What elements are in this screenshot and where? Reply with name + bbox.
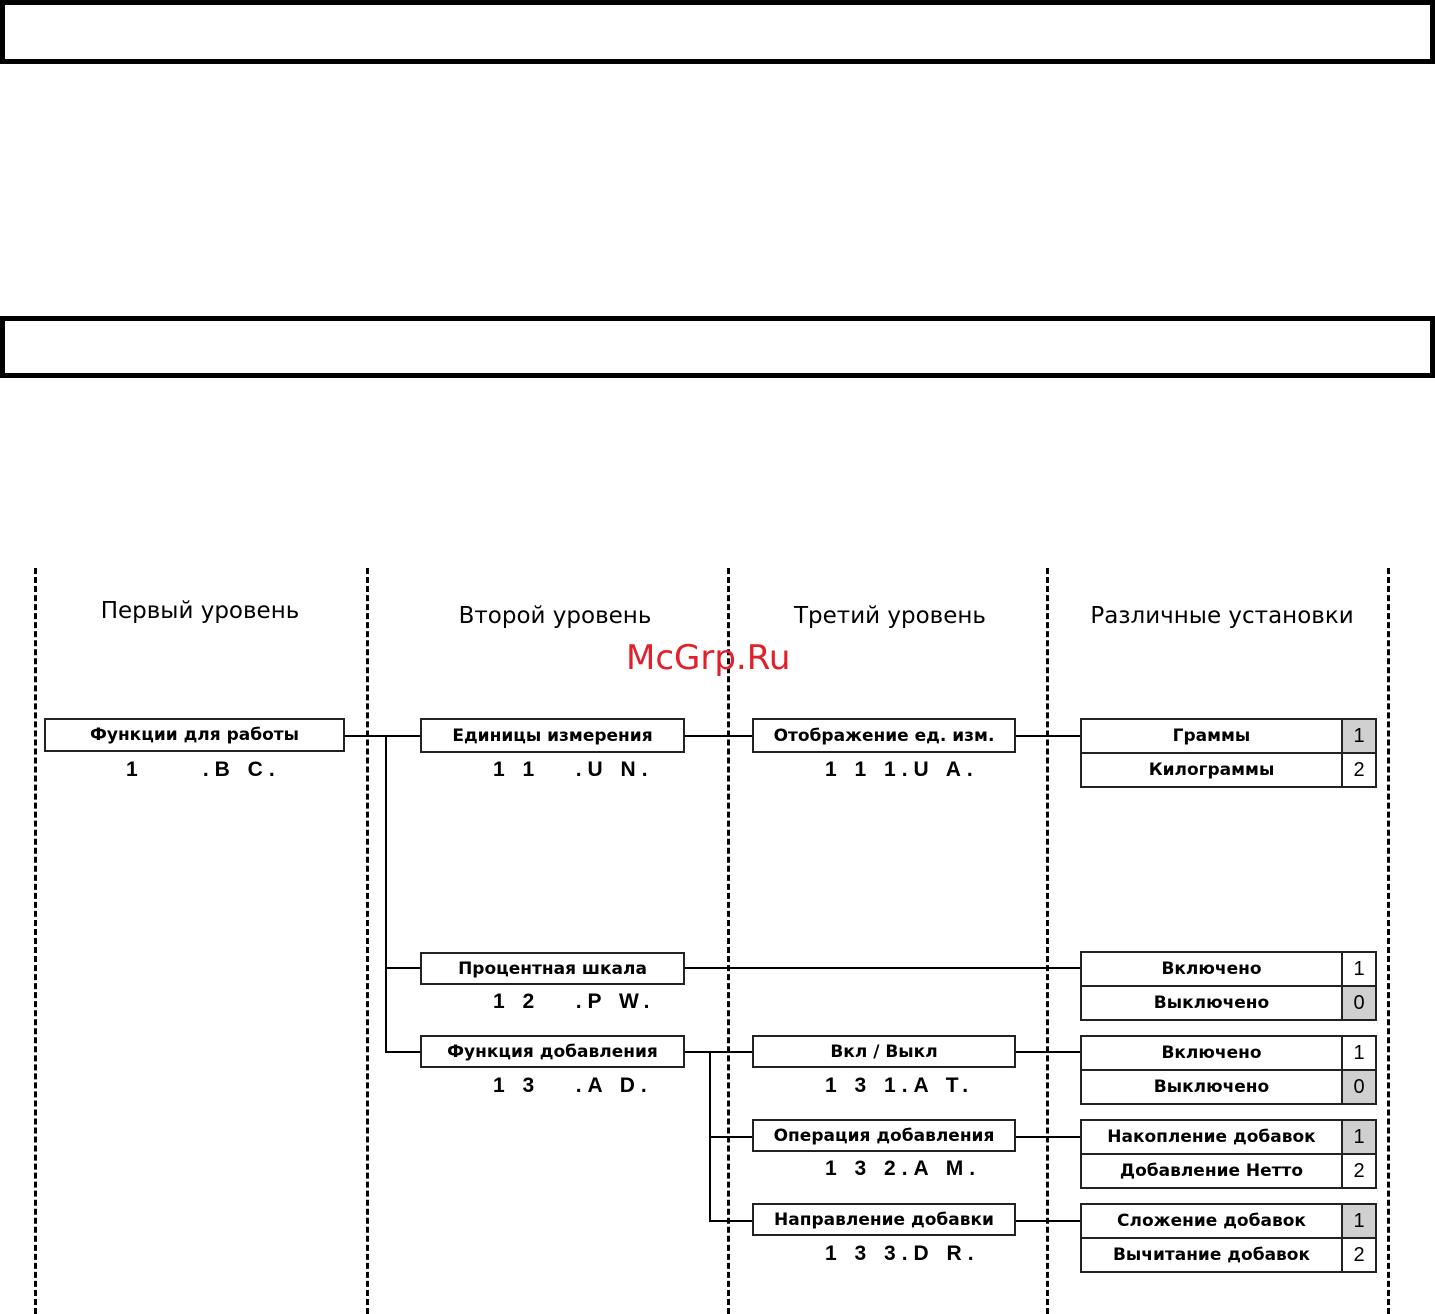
connector — [685, 1051, 752, 1053]
option-row — [1082, 1037, 1375, 1071]
column-separator-2 — [366, 568, 369, 1314]
connector — [685, 735, 752, 737]
header-second-level: Второй уровень — [458, 603, 652, 629]
option-number: 2 — [1341, 1239, 1375, 1271]
connector — [1016, 1220, 1080, 1222]
option-label: Включено — [1161, 1043, 1262, 1063]
option-row — [1082, 953, 1375, 987]
settings-group-percent — [1080, 951, 1377, 1021]
level2-code-percent: 1 2 .P W. — [493, 990, 656, 1013]
connector — [1016, 1136, 1080, 1138]
option-label: Включено — [1161, 959, 1262, 979]
level3-code-onoff: 1 3 1.A T. — [825, 1074, 975, 1097]
level3-code-add-operation: 1 3 2.A M. — [825, 1157, 982, 1180]
option-label: Выключено — [1153, 1077, 1270, 1097]
connector — [385, 967, 420, 969]
level1-box: Функции для работы — [44, 718, 345, 752]
option-row — [1082, 1155, 1375, 1187]
column-separator-4 — [1046, 568, 1049, 1314]
connector — [685, 967, 1080, 969]
connector — [385, 1051, 420, 1053]
level2-code-units: 1 1 .U N. — [493, 758, 654, 781]
header-first-level: Первый уровень — [100, 598, 300, 624]
connector — [385, 735, 387, 1053]
column-separator-1 — [34, 568, 37, 1314]
option-label: Накопление добавок — [1107, 1127, 1316, 1147]
settings-group-add-direction — [1080, 1203, 1377, 1273]
column-separator-3 — [727, 568, 730, 1314]
connector — [1016, 735, 1080, 737]
level3-box-unit-display: Отображение ед. изм. — [752, 718, 1016, 753]
option-number: 1 — [1341, 1205, 1375, 1237]
option-number: 1 — [1341, 1121, 1375, 1153]
option-row — [1082, 1121, 1375, 1155]
option-label: Вычитание добавок — [1112, 1245, 1311, 1265]
option-label: Граммы — [1172, 726, 1251, 746]
settings-group-onoff — [1080, 1035, 1377, 1105]
column-separator-5 — [1387, 568, 1390, 1314]
option-number: 0 — [1341, 987, 1375, 1019]
option-row — [1082, 754, 1375, 786]
level3-box-add-direction: Направление добавки — [752, 1203, 1016, 1236]
settings-group-units — [1080, 718, 1377, 788]
option-label: Добавление Нетто — [1119, 1161, 1304, 1181]
top-heading-frame — [0, 0, 1435, 64]
header-settings: Различные установки — [1090, 603, 1354, 629]
settings-group-add-operation — [1080, 1119, 1377, 1189]
header-third-level: Третий уровень — [794, 603, 986, 629]
option-number: 1 — [1341, 1037, 1375, 1069]
option-label: Выключено — [1153, 993, 1270, 1013]
level3-code-unit-display: 1 1 1.U A. — [825, 758, 979, 781]
level2-code-addition: 1 3 .A D. — [493, 1074, 653, 1097]
option-number: 2 — [1341, 754, 1375, 786]
option-row — [1082, 1205, 1375, 1239]
connector — [345, 735, 420, 737]
watermark: McGrp.Ru — [626, 638, 791, 678]
option-number: 1 — [1341, 720, 1375, 752]
level2-box-percent: Процентная шкала — [420, 952, 685, 985]
level2-box-units: Единицы измерения — [420, 718, 685, 753]
level1-code: 1 .B C. — [126, 758, 281, 781]
connector — [709, 1220, 752, 1222]
option-row — [1082, 720, 1375, 754]
option-row — [1082, 987, 1375, 1019]
option-label: Сложение добавок — [1117, 1211, 1306, 1231]
level3-box-add-operation: Операция добавления — [752, 1119, 1016, 1152]
option-number: 2 — [1341, 1155, 1375, 1187]
option-number: 1 — [1341, 953, 1375, 985]
option-row — [1082, 1239, 1375, 1271]
connector — [1016, 1051, 1080, 1053]
level2-box-addition: Функция добавления — [420, 1035, 685, 1068]
option-row — [1082, 1071, 1375, 1103]
connector — [709, 1136, 752, 1138]
level3-code-add-direction: 1 3 3.D R. — [825, 1242, 980, 1265]
level3-box-onoff: Вкл / Выкл — [752, 1035, 1016, 1068]
option-number: 0 — [1341, 1071, 1375, 1103]
second-heading-frame — [0, 316, 1435, 378]
option-label: Килограммы — [1148, 760, 1275, 780]
